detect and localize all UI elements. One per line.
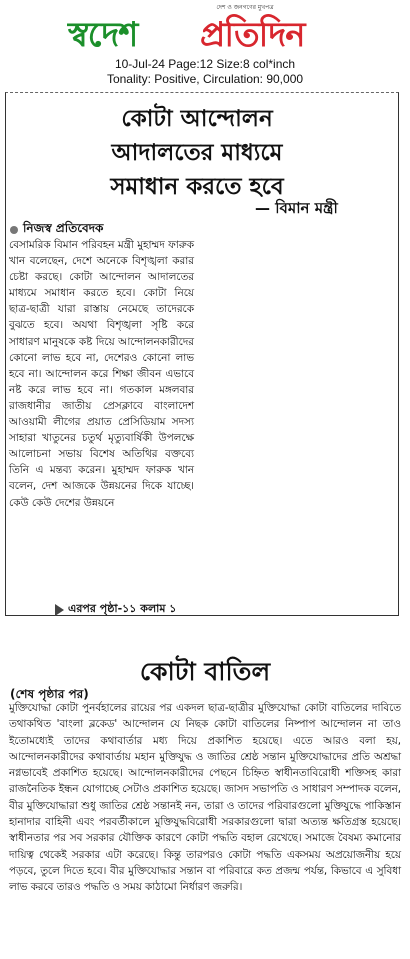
jump-label: (শেষ পৃষ্ঠার পর)	[10, 687, 89, 701]
reporter-label: নিজস্ব প্রতিবেদক	[23, 221, 104, 235]
second-article-body	[9, 700, 401, 896]
bullet-icon	[10, 226, 18, 234]
article-body-paragraph: বেসামরিক বিমান পরিবহন মন্ত্রী মুহাম্মদ ফারুক খান বলেছেন, দেশে অনেকে বিশৃঙ্খলা করার চেষ্টা করছে। কোটা আন্দোলন আদালতের মাধ্যমে সমাধান করতে হবে। কোটা নিয়ে ছাত্র-ছাত্রী যারা রাস্তায় নেমেছে তাদেরকে বুঝতে হবে। অযথা বিশৃঙ্খলা সৃষ্টি করে সাধারণ মানুষকে কষ্ট দিয়ে আন্দোলনকারীদের কোনো লাভ হবে না, দেশেরও কোনো লাভ হবে না। আন্দোলন করে শিক্ষা জীবন এভাবে নষ্ট করে লাভ হবে না। গতকাল মঙ্গলবার রাজধানীর জাতীয় প্রেসক্লাবে বাংলাদেশ আওয়ামী লীগের প্রয়াত প্রেসিডিয়াম সদস্য সাহারা খাতুনের চতুর্থ মৃত্যুবার্ষিকী উপলক্ষে আলোচনা সভায় বিশেষ অতিথির বক্তব্যে তিনি এ মন্তব্য করেন। মুহাম্মদ ফারুক খান বলেন, দেশ আজকে উন্নয়নের দিকে যাচ্ছে। কেউ কেউ দেশের উন্নয়নে	[9, 239, 194, 509]
masthead	[0, 0, 410, 100]
arrow-right-icon	[55, 604, 64, 616]
masthead-tagline: দেশ ও জনগণের মুখপত্র	[216, 4, 274, 11]
headline-line-3: সমাধান করতে হবে	[110, 174, 284, 200]
continued-on-label: এরপর পৃষ্ঠা-১১ কলাম ১	[68, 602, 177, 615]
newspaper-logo-part1: স্বদেশ	[68, 15, 138, 55]
second-headline: কোটা বাতিল	[139, 657, 271, 686]
article-body	[9, 237, 194, 511]
clipping-meta-tonality: Tonality: Positive, Circulation: 90,000	[106, 72, 304, 86]
second-article-paragraph: মুক্তিযোদ্ধা কোটা পুনর্বহালের রায়ের পর একদল ছাত্র-ছাত্রীর মুক্তিযোদ্ধা কোটা বাতিলের দাবিতে তথাকথিত 'বাংলা ব্লকেড' আন্দোলন যে নিছক কোটা বাতিলের নিষ্পাপ আন্দোলন না তাও ইতোমধ্যেই তাদের কথাবার্তার মধ্য দিয়ে প্রকাশিত হয়েছে। এতে আরও বলা হয়, আন্দোলনকারীদের কথাবার্তায় মহান মুক্তিযুদ্ধ ও জাতির শ্রেষ্ঠ সন্তান মুক্তিযোদ্ধাদের প্রতি অশ্রদ্ধা নগ্নভাবেই প্রকাশিত হয়েছে। আন্দোলনকারীদের পেছনে চিহ্নিত স্বাধীনতাবিরোধী শক্তিসহ কারা রাজনৈতিক ইন্ধন যোগাচ্ছে সেটাও প্রকাশিত হয়েছে। জাসদ সভাপতি ও সাধারণ সম্পাদক বলেন, বীর মুক্তিযোদ্ধারা শুধু জাতির শ্রেষ্ঠ সন্তানই নন, তারা ও তাদের পরিবারগুলো মুক্তিযুদ্ধে পাকিস্তান হানাদার বাহিনী এবং পরবর্তীকালে মুক্তিযুদ্ধবিরোধী সরকারগুলো দ্বারা অত্যন্ত ক্ষতিগ্রস্ত হয়েছে। স্বাধীনতার পর সব সরকার যৌক্তিক কারণে কোটা পদ্ধতি বহাল রেখেছে। সমাজে বৈষম্য কমানোর দায়িত্ব থেকেই সরকার এটা করেছে। কিন্তু তারপরও কোটা পদ্ধতি একসময় অপ্রয়োজনীয় হয়ে পড়বে, তুলে দিতে হবে। বীর মুক্তিযোদ্ধার সন্তান বা পরিবারে কত প্রজন্ম পর্যন্ত, কিভাবে এ সুবিধা লাভ করবে তারও পদ্ধতি ও সময় কাঠামো নির্ধারণ জরুরি।	[9, 702, 401, 894]
clipping-meta-page-size: 10-Jul-24 Page:12 Size:8 col*inch	[114, 57, 296, 71]
headline-line-2: আদালতের মাধ্যমে	[111, 140, 283, 166]
newspaper-logo-part2: প্রতিদিন	[200, 15, 305, 55]
headline-byline: — বিমান মন্ত্রী	[255, 199, 338, 217]
headline-line-1: কোটা আন্দোলন	[121, 106, 273, 132]
continued-on-row	[55, 600, 176, 619]
